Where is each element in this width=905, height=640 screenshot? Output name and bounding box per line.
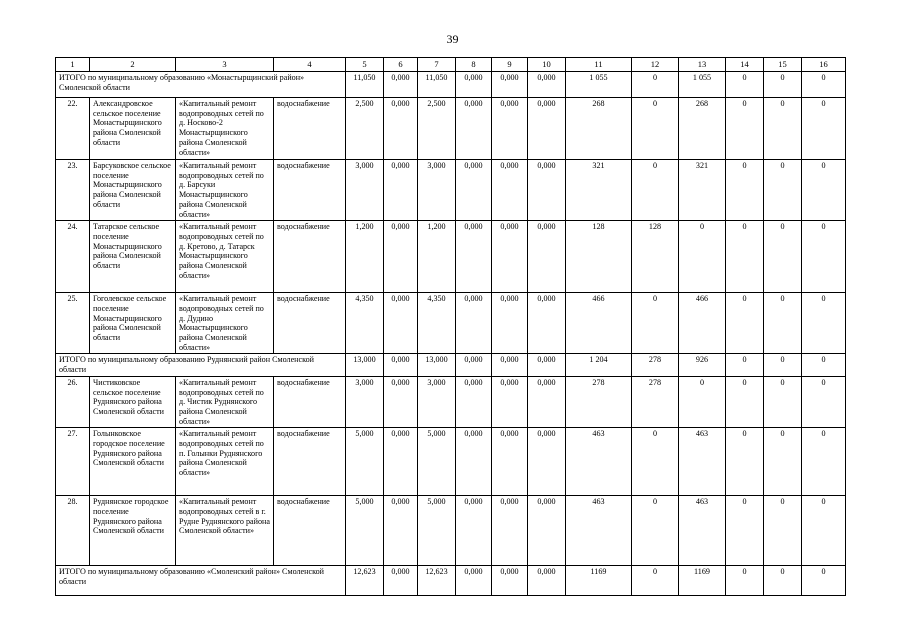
value-cell: 463	[679, 496, 726, 566]
column-header: 16	[802, 58, 846, 72]
value-cell: 321	[679, 160, 726, 221]
column-header: 9	[492, 58, 528, 72]
work-type-cell: водоснабжение	[274, 428, 346, 496]
value-cell: 0	[764, 428, 802, 496]
value-cell: 2,500	[418, 98, 456, 160]
column-header: 15	[764, 58, 802, 72]
value-cell: 0	[764, 160, 802, 221]
value-cell: 0,000	[384, 566, 418, 596]
value-cell: 0,000	[456, 98, 492, 160]
work-type-cell: водоснабжение	[274, 293, 346, 354]
organization-cell: Барсуковское сельское поселение Монастырщинского района Смоленской области	[90, 160, 176, 221]
value-cell: 128	[632, 221, 679, 293]
value-cell: 0,000	[456, 566, 492, 596]
value-cell: 0	[764, 98, 802, 160]
column-header: 11	[566, 58, 632, 72]
value-cell: 3,000	[346, 376, 384, 428]
value-cell: 0	[679, 221, 726, 293]
page-number: 39	[446, 32, 459, 46]
value-cell: 0	[802, 354, 846, 376]
value-cell: 0	[632, 566, 679, 596]
value-cell: 0,000	[528, 160, 566, 221]
value-cell: 0,000	[528, 98, 566, 160]
row-number: 26.	[56, 376, 90, 428]
column-header: 8	[456, 58, 492, 72]
work-description-cell: «Капитальный ремонт водопроводных сетей по д. Барсуки Монастырщинского района Смоленской области»	[176, 160, 274, 221]
total-label: ИТОГО по муниципальному образованию Руднянский район Смоленской области	[56, 354, 346, 376]
row-number: 25.	[56, 293, 90, 354]
value-cell: 0,000	[456, 72, 492, 98]
value-cell: 5,000	[346, 496, 384, 566]
column-header: 3	[176, 58, 274, 72]
column-header: 2	[90, 58, 176, 72]
value-cell: 1169	[566, 566, 632, 596]
total-label: ИТОГО по муниципальному образованию «Смоленский район» Смоленской области	[56, 566, 346, 596]
organization-cell: Чистиковское сельское поселение Руднянского района Смоленской области	[90, 376, 176, 428]
value-cell: 0,000	[384, 496, 418, 566]
value-cell: 0,000	[492, 566, 528, 596]
total-row	[56, 72, 846, 98]
value-cell: 0	[764, 376, 802, 428]
value-cell: 4,350	[418, 293, 456, 354]
total-row	[56, 354, 846, 376]
value-cell: 0	[802, 293, 846, 354]
value-cell: 0,000	[492, 496, 528, 566]
column-header: 4	[274, 58, 346, 72]
work-description-cell: «Капитальный ремонт водопроводных сетей по д. Чистик Руднянского района Смоленской области»	[176, 376, 274, 428]
value-cell: 0	[802, 160, 846, 221]
row-number: 28.	[56, 496, 90, 566]
value-cell: 0	[802, 98, 846, 160]
value-cell: 0,000	[528, 566, 566, 596]
value-cell: 0	[726, 496, 764, 566]
table-row	[56, 428, 846, 496]
data-table	[55, 57, 846, 596]
value-cell: 0,000	[528, 496, 566, 566]
value-cell: 0	[802, 72, 846, 98]
column-header: 1	[56, 58, 90, 72]
header-row	[56, 58, 846, 72]
value-cell: 278	[632, 376, 679, 428]
value-cell: 0,000	[456, 428, 492, 496]
value-cell: 0	[632, 293, 679, 354]
value-cell: 0	[726, 221, 764, 293]
work-type-cell: водоснабжение	[274, 98, 346, 160]
value-cell: 0,000	[384, 221, 418, 293]
value-cell: 0,000	[492, 376, 528, 428]
value-cell: 3,000	[346, 160, 384, 221]
organization-cell: Александровское сельское поселение Монастырщинского района Смоленской области	[90, 98, 176, 160]
value-cell: 0,000	[384, 428, 418, 496]
value-cell: 12,623	[418, 566, 456, 596]
value-cell: 268	[566, 98, 632, 160]
value-cell: 0	[726, 428, 764, 496]
value-cell: 466	[679, 293, 726, 354]
value-cell: 463	[566, 496, 632, 566]
value-cell: 0	[679, 376, 726, 428]
value-cell: 0	[802, 376, 846, 428]
row-number: 22.	[56, 98, 90, 160]
value-cell: 0,000	[384, 354, 418, 376]
value-cell: 321	[566, 160, 632, 221]
column-header: 7	[418, 58, 456, 72]
value-cell: 0	[726, 566, 764, 596]
row-number: 24.	[56, 221, 90, 293]
table-row	[56, 160, 846, 221]
value-cell: 278	[632, 354, 679, 376]
column-header: 6	[384, 58, 418, 72]
work-description-cell: «Капитальный ремонт водопроводных сетей по д. Носково-2 Монастырщинского района Смоленской области»	[176, 98, 274, 160]
value-cell: 1 055	[566, 72, 632, 98]
table-row	[56, 293, 846, 354]
value-cell: 463	[566, 428, 632, 496]
value-cell: 12,623	[346, 566, 384, 596]
work-description-cell: «Капитальный ремонт водопроводных сетей по п. Голынки Руднянского района Смоленской области»	[176, 428, 274, 496]
work-description-cell: «Капитальный ремонт водопроводных сетей по д. Дудино Монастырщинского района Смоленской области»	[176, 293, 274, 354]
value-cell: 0,000	[492, 428, 528, 496]
column-header: 5	[346, 58, 384, 72]
work-type-cell: водоснабжение	[274, 496, 346, 566]
row-number: 23.	[56, 160, 90, 221]
value-cell: 0,000	[528, 376, 566, 428]
value-cell: 0,000	[528, 293, 566, 354]
value-cell: 1 204	[566, 354, 632, 376]
work-description-cell: «Капитальный ремонт водопроводных сетей по д. Кретово, д. Татарск Монастырщинского района Смоленской области»	[176, 221, 274, 293]
work-type-cell: водоснабжение	[274, 376, 346, 428]
value-cell: 0,000	[456, 376, 492, 428]
value-cell: 0,000	[456, 221, 492, 293]
value-cell: 0,000	[384, 98, 418, 160]
value-cell: 0	[764, 566, 802, 596]
value-cell: 0,000	[456, 496, 492, 566]
work-type-cell: водоснабжение	[274, 221, 346, 293]
value-cell: 0,000	[492, 98, 528, 160]
value-cell: 1169	[679, 566, 726, 596]
value-cell: 0,000	[528, 428, 566, 496]
value-cell: 13,000	[418, 354, 456, 376]
value-cell: 1 055	[679, 72, 726, 98]
value-cell: 4,350	[346, 293, 384, 354]
value-cell: 0	[632, 428, 679, 496]
value-cell: 0,000	[528, 221, 566, 293]
value-cell: 0	[726, 354, 764, 376]
value-cell: 128	[566, 221, 632, 293]
value-cell: 0,000	[492, 160, 528, 221]
value-cell: 0,000	[528, 354, 566, 376]
value-cell: 2,500	[346, 98, 384, 160]
value-cell: 0	[726, 293, 764, 354]
work-type-cell: водоснабжение	[274, 160, 346, 221]
column-header: 14	[726, 58, 764, 72]
value-cell: 0	[632, 72, 679, 98]
value-cell: 0	[764, 293, 802, 354]
value-cell: 1,200	[418, 221, 456, 293]
value-cell: 0,000	[456, 160, 492, 221]
value-cell: 0	[726, 160, 764, 221]
value-cell: 0	[764, 496, 802, 566]
value-cell: 0	[764, 221, 802, 293]
value-cell: 0,000	[384, 72, 418, 98]
value-cell: 926	[679, 354, 726, 376]
value-cell: 0,000	[384, 160, 418, 221]
column-header: 10	[528, 58, 566, 72]
total-label: ИТОГО по муниципальному образованию «Монастырщинский район» Смоленской области	[56, 72, 346, 98]
value-cell: 13,000	[346, 354, 384, 376]
value-cell: 0	[726, 376, 764, 428]
organization-cell: Гоголевское сельское поселение Монастырщинского района Смоленской области	[90, 293, 176, 354]
value-cell: 0	[802, 428, 846, 496]
table-row	[56, 221, 846, 293]
value-cell: 0,000	[384, 293, 418, 354]
value-cell: 0	[802, 221, 846, 293]
value-cell: 3,000	[418, 376, 456, 428]
value-cell: 0	[764, 72, 802, 98]
value-cell: 11,050	[346, 72, 384, 98]
table-row	[56, 376, 846, 428]
row-number: 27.	[56, 428, 90, 496]
organization-cell: Руднянское городское поселение Руднянского района Смоленской области	[90, 496, 176, 566]
column-header: 12	[632, 58, 679, 72]
table-row	[56, 496, 846, 566]
value-cell: 0,000	[528, 72, 566, 98]
value-cell: 0,000	[456, 293, 492, 354]
value-cell: 0,000	[384, 376, 418, 428]
value-cell: 0,000	[492, 293, 528, 354]
total-row	[56, 566, 846, 596]
table-row	[56, 98, 846, 160]
value-cell: 3,000	[418, 160, 456, 221]
value-cell: 463	[679, 428, 726, 496]
value-cell: 0	[802, 566, 846, 596]
value-cell: 0	[764, 354, 802, 376]
value-cell: 0	[802, 496, 846, 566]
value-cell: 0	[726, 98, 764, 160]
organization-cell: Голынковское городское поселение Руднянского района Смоленской области	[90, 428, 176, 496]
value-cell: 0	[632, 496, 679, 566]
value-cell: 0,000	[492, 221, 528, 293]
value-cell: 0	[632, 160, 679, 221]
value-cell: 5,000	[418, 428, 456, 496]
value-cell: 0,000	[456, 354, 492, 376]
organization-cell: Татарское сельское поселение Монастырщинского района Смоленской области	[90, 221, 176, 293]
value-cell: 0	[632, 98, 679, 160]
work-description-cell: «Капитальный ремонт водопроводных сетей в г. Рудне Руднянского района Смоленской области»	[176, 496, 274, 566]
value-cell: 466	[566, 293, 632, 354]
value-cell: 268	[679, 98, 726, 160]
value-cell: 1,200	[346, 221, 384, 293]
value-cell: 5,000	[418, 496, 456, 566]
value-cell: 0,000	[492, 354, 528, 376]
value-cell: 5,000	[346, 428, 384, 496]
value-cell: 0	[726, 72, 764, 98]
value-cell: 11,050	[418, 72, 456, 98]
column-header: 13	[679, 58, 726, 72]
value-cell: 278	[566, 376, 632, 428]
value-cell: 0,000	[492, 72, 528, 98]
